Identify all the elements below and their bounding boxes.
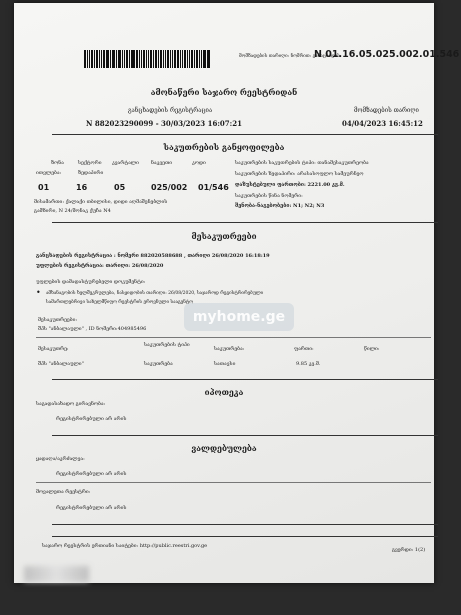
mortgage-value: რეგისტრირებული არ არის xyxy=(56,416,127,422)
barcode xyxy=(84,50,210,68)
barcode-bar xyxy=(148,50,149,68)
divider xyxy=(36,337,431,338)
table-cell-area: 9.85 კვ.მ. xyxy=(296,361,321,367)
barcode-bar xyxy=(132,50,135,68)
table-header-type: საკუთრების ტიპი xyxy=(144,342,190,348)
divider xyxy=(52,134,438,135)
barcode-bar xyxy=(136,50,138,68)
barcode-bar xyxy=(122,50,123,68)
barcode-bar xyxy=(124,50,125,68)
document-number: N 01.16.05.025.002.01.546 xyxy=(314,49,460,60)
barcode-bar xyxy=(184,50,187,68)
barcode-bar xyxy=(208,50,210,68)
barcode-bar xyxy=(131,50,132,68)
barcode-bar xyxy=(99,50,100,68)
barcode-bar xyxy=(113,50,115,68)
barcode-bar xyxy=(94,50,95,68)
bullet-icon: • xyxy=(36,288,41,297)
row-label-2: ზედაპირი xyxy=(78,170,104,176)
basis-line-2: სამართლებრივი სახელმწიფო რეესტრის ეროვნული სააგენტო xyxy=(46,300,193,305)
debts-label-2: მოვალეთა რეესტრი: xyxy=(36,489,91,495)
divider xyxy=(52,379,438,380)
divider xyxy=(36,482,431,483)
barcode-bar xyxy=(194,50,195,68)
barcode-bar xyxy=(201,50,202,68)
barcode-bar xyxy=(129,50,130,68)
barcode-bar xyxy=(89,50,90,68)
divider xyxy=(52,222,438,223)
owners-label: მესაკუთრეები: xyxy=(38,317,78,323)
row-label-1: ითვლება: xyxy=(36,170,62,176)
barcode-bar xyxy=(167,50,170,68)
barcode-bar xyxy=(150,50,153,68)
barcode-bar xyxy=(163,50,164,68)
barcode-bar xyxy=(172,50,173,68)
barcode-bar xyxy=(207,50,208,68)
barcode-bar xyxy=(180,50,181,68)
barcode-bar xyxy=(143,50,145,68)
owner-date-line: უფლების რეგისტრაცია: თარიღი: 26/08/2020 xyxy=(36,263,164,269)
barcode-bar xyxy=(158,50,159,68)
barcode-bar xyxy=(187,50,188,68)
col-header-quarter: კვარტალი xyxy=(112,160,139,166)
divider xyxy=(52,435,438,436)
property-line-2: საკუთრების ზედაპირი: არასასოფლო სამეურნეო xyxy=(235,171,364,177)
barcode-bar xyxy=(177,50,179,68)
barcode-bar xyxy=(141,50,142,68)
barcode-bar xyxy=(170,50,171,68)
blurred-region xyxy=(24,566,89,582)
property-line-5: შენობა-ნაგებობები: N1; N2; N3 xyxy=(235,203,325,209)
address-line-2: გამზირი, N 24/მონაკ ქუჩა N4 xyxy=(34,208,111,214)
barcode-bar xyxy=(110,50,111,68)
barcode-bar xyxy=(103,50,105,68)
debts-label-1: ყადაღა/აკრძალვა: xyxy=(36,456,85,462)
watermark: myhome.ge xyxy=(184,303,294,331)
barcode-bar xyxy=(155,50,157,68)
table-cell-type: საკუთრება xyxy=(144,361,173,367)
barcode-bar xyxy=(196,50,198,68)
property-line-4: საკუთრების წინა ნომერი: xyxy=(235,193,303,199)
barcode-bar xyxy=(87,50,88,68)
application-reg-label: განცხადების რეგისტრაცია xyxy=(128,107,213,114)
code-zone: 01 xyxy=(38,183,50,192)
barcode-bar xyxy=(199,50,200,68)
table-header-area: ფართი: xyxy=(294,346,314,352)
code-unit: 01/546 xyxy=(198,183,229,192)
barcode-bar xyxy=(112,50,113,68)
owner-name: შპს "ანბალაული" , ID ნომერი:404985496 xyxy=(38,326,147,332)
basis-line-1: ამხანაგობის ხელშეკრულება, ნასყიდობის თარიღი: 26/08/2020, საჯაროდ რეგისტრირებული xyxy=(46,291,264,296)
col-header-zone: ზონა xyxy=(51,160,64,166)
prep-date-value: 04/04/2023 16:45:12 xyxy=(342,119,423,128)
prep-date-label: მომზადების თარიღი xyxy=(354,107,419,114)
barcode-bar xyxy=(160,50,162,68)
debts-value-2: რეგისტრირებული არ არის xyxy=(56,505,127,511)
document-page xyxy=(14,3,460,583)
barcode-bar xyxy=(139,50,140,68)
mortgage-label: საგადასახადო გირავნობა: xyxy=(36,401,106,407)
page-number: გვერდი: 1(2) xyxy=(392,547,426,553)
code-parcel: 025/002 xyxy=(151,183,188,192)
application-reg-value: N 882023290099 - 30/03/2023 16:07:21 xyxy=(86,119,242,128)
barcode-bar xyxy=(189,50,190,68)
code-quarter: 05 xyxy=(114,183,126,192)
barcode-bar xyxy=(91,50,94,68)
barcode-bar xyxy=(191,50,193,68)
footer-divider xyxy=(52,536,438,537)
barcode-bar xyxy=(84,50,86,68)
col-header-parcel: ნაკვეთი xyxy=(151,160,173,166)
property-line-3: დაზუსტებული ფართობი: 2221.00 კვ.მ. xyxy=(235,182,345,188)
property-line-1: საკუთრების საკუთრების ტიპი: თანამესაკუთრეობა xyxy=(235,160,369,166)
owner-section-title: მესაკუთრეები xyxy=(191,231,257,241)
divider xyxy=(52,524,438,525)
debts-section-title: ვალდებულება xyxy=(191,443,257,453)
footer-text: საჯარო რეესტრის ერთიანი საიტები: http://public.reestri.gov.ge xyxy=(42,543,208,549)
property-section-title: საკუთრების განყოფილება xyxy=(163,142,285,152)
owner-reg-line: განცხადების რეგისტრაცია : ნომერი 882020588688 , თარიღი 26/08/2020 16:18:19 xyxy=(36,253,270,259)
col-header-code: კოდი xyxy=(192,160,206,166)
table-cell-owner: შპს "ანბალაული" xyxy=(38,361,84,367)
barcode-bar xyxy=(126,50,128,68)
header-small-text: მომზადების თარიღი: ნომრით: განაცხადის xyxy=(239,54,340,59)
barcode-bar xyxy=(101,50,102,68)
table-header-owner: მესაკუთრე: xyxy=(38,346,69,352)
code-sector: 16 xyxy=(76,183,88,192)
barcode-bar xyxy=(165,50,166,68)
barcode-bar xyxy=(153,50,154,68)
table-header-share: წილი: xyxy=(364,346,380,352)
registry-title: ამონაწერი საჯარო რეესტრიდან xyxy=(150,87,298,97)
basis-label: უფლების დამადასტურებელი დოკუმენტი: xyxy=(36,279,146,285)
table-cell-property: სათავსი xyxy=(214,361,236,367)
table-header-property: საკუთრება: xyxy=(214,346,245,352)
address-line-1: მისამართი: ქალაქი თბილისი, დიდი აღმაშენებლის xyxy=(34,199,168,205)
barcode-bar xyxy=(174,50,176,68)
mortgage-section-title: იპოთეკა xyxy=(204,387,244,397)
barcode-bar xyxy=(203,50,206,68)
barcode-bar xyxy=(106,50,109,68)
barcode-bar xyxy=(146,50,147,68)
barcode-bar xyxy=(118,50,121,68)
barcode-bar xyxy=(116,50,117,68)
barcode-bar xyxy=(182,50,183,68)
barcode-bar xyxy=(96,50,98,68)
col-header-sector: სექტორი xyxy=(78,160,102,166)
debts-value-1: რეგისტრირებული არ არის xyxy=(56,471,127,477)
